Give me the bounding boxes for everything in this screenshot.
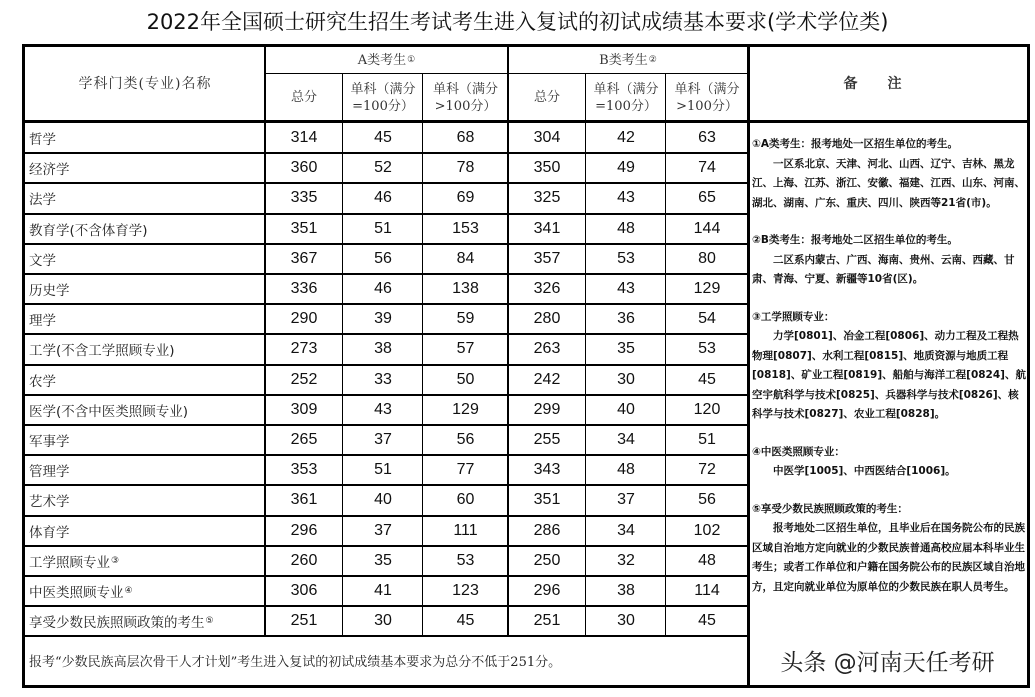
cell-a-total: 296	[290, 521, 318, 539]
cell-b-100: 34	[617, 431, 635, 449]
cell-b-100: 49	[617, 159, 635, 177]
cell-b-total: 251	[533, 612, 561, 630]
header-b-single-100-line1: 单科（满分	[593, 81, 659, 97]
divider	[747, 47, 750, 685]
cell-b-gt100: 65	[698, 189, 716, 207]
row-subject-name	[25, 425, 265, 455]
row-divider	[25, 152, 748, 154]
header-a-single-100-line1: 单科（满分	[350, 81, 416, 97]
cell-a-total: 252	[290, 370, 318, 388]
cell-a-total: 309	[290, 400, 318, 418]
row-subject-name	[25, 214, 265, 244]
cell-b-100: 48	[617, 461, 635, 479]
cell-b-100: 35	[617, 340, 635, 358]
cell-b-gt100: 45	[698, 370, 716, 388]
row-divider	[25, 454, 748, 456]
row-divider	[25, 182, 748, 184]
divider	[25, 120, 1027, 123]
header-group-b-label: B类考生	[599, 53, 648, 68]
footer-note-text: 报考“少数民族高层次骨干人才计划”考生进入复试的初试成绩基本要求为总分不低于251分。	[29, 655, 562, 670]
row-subject-name	[25, 455, 265, 485]
cell-a-gt100: 53	[456, 551, 475, 569]
cell-b-gt100: 72	[698, 461, 716, 479]
divider	[342, 74, 343, 636]
cell-a-gt100: 45	[456, 612, 475, 630]
row-subject-name	[25, 244, 265, 274]
watermark-text: 头条 @河南天任考研	[780, 650, 995, 676]
note-1-body: 一区系北京、天津、河北、山西、辽宁、吉林、黑龙江、上海、江苏、浙江、安徽、福建、江西、山东、河南、湖北、湖南、广东、重庆、四川、陕西等21省(市)。	[752, 157, 1025, 209]
row-subject-name	[25, 153, 265, 183]
row-subject-name	[25, 183, 265, 213]
cell-b-gt100: 74	[698, 159, 716, 177]
header-b-total-label: 总分	[533, 90, 560, 105]
row-divider	[25, 424, 748, 426]
header-a-single-100-line2: =100分）	[352, 98, 414, 114]
row-subject-label: 工学(不含工学照顾专业)	[29, 343, 175, 360]
divider	[422, 74, 423, 636]
note-3-head: ③工学照顾专业：	[752, 310, 835, 323]
cell-a-total: 306	[290, 582, 318, 600]
row-divider	[25, 515, 748, 517]
header-b-single-gt100-line1: 单科（满分	[674, 81, 740, 97]
cell-b-gt100: 114	[694, 582, 720, 600]
cell-a-total: 273	[290, 340, 318, 358]
cell-a-total: 290	[290, 310, 318, 328]
footnote-marker: ⑤	[205, 616, 214, 627]
header-b-single-100	[586, 74, 666, 121]
header-a-single-gt100-line2: >100分）	[434, 98, 497, 114]
cell-b-100: 30	[617, 612, 635, 630]
cell-b-100: 53	[617, 249, 635, 267]
cell-b-total: 304	[533, 129, 561, 147]
cell-a-100: 37	[374, 431, 392, 449]
row-subject-label: 理学	[29, 313, 56, 330]
page-title: 2022年全国硕士研究生招生考试考生进入复试的初试成绩基本要求(学术学位类)	[146, 10, 889, 34]
cell-a-total: 314	[290, 129, 318, 147]
cell-a-100: 45	[374, 129, 392, 147]
header-subject-name-label: 学科门类(专业)名称	[78, 75, 212, 92]
header-group-a	[265, 47, 508, 74]
divider	[25, 635, 748, 637]
note-2-head: ②B类考生：报考地处二区招生单位的考生。	[752, 234, 958, 246]
cell-b-100: 30	[617, 370, 635, 388]
row-divider	[25, 545, 748, 547]
cell-b-gt100: 48	[698, 551, 716, 569]
row-subject-name	[25, 304, 265, 334]
cell-a-gt100: 68	[456, 129, 475, 147]
note-3-body: 力学[0801]、冶金工程[0806]、动力工程及工程热物理[0807]、水利工程[0815]、地质资源与地质工程[0818]、矿业工程[0819]、船舶与海洋工程[0824]、航空宇航科学与技术[0825]、兵器科学与技术[0826]、核科学与技术[0827]、农业工程[0828]。	[752, 330, 1026, 420]
cell-b-gt100: 80	[698, 249, 716, 267]
cell-a-100: 39	[374, 310, 392, 328]
cell-b-100: 37	[617, 491, 635, 509]
row-divider	[25, 364, 748, 366]
cell-b-100: 40	[617, 400, 635, 418]
cell-a-gt100: 60	[456, 491, 475, 509]
cell-a-total: 361	[290, 491, 318, 509]
cell-b-total: 357	[533, 249, 561, 267]
row-subject-name	[25, 365, 265, 395]
row-subject-label: 中医类照顾专业	[29, 585, 124, 602]
cell-b-total: 250	[533, 551, 561, 569]
cell-b-total: 326	[533, 280, 561, 298]
cell-b-gt100: 54	[698, 310, 716, 328]
cell-b-100: 38	[617, 582, 635, 600]
cell-b-total: 343	[533, 461, 561, 479]
cell-b-100: 48	[617, 219, 635, 237]
footnote-marker: ③	[111, 555, 120, 566]
cell-b-total: 350	[533, 159, 561, 177]
divider	[585, 74, 586, 636]
row-subject-label: 体育学	[29, 524, 70, 541]
row-subject-label: 历史学	[29, 283, 70, 300]
cell-a-total: 251	[290, 612, 318, 630]
header-a-single-100	[343, 74, 423, 121]
cell-a-gt100: 138	[452, 280, 479, 298]
cell-a-total: 336	[290, 280, 318, 298]
row-divider	[25, 333, 748, 335]
row-subject-name	[25, 485, 265, 515]
cell-a-gt100: 84	[456, 249, 475, 267]
cell-a-gt100: 129	[452, 400, 479, 418]
cell-a-100: 41	[374, 582, 392, 600]
cell-a-gt100: 50	[456, 370, 475, 388]
cell-b-gt100: 51	[698, 431, 716, 449]
note-1-head: ①A类考生：报考地处一区招生单位的考生。	[752, 138, 959, 150]
header-a-total-label: 总分	[290, 90, 317, 105]
cell-b-100: 42	[617, 129, 635, 147]
row-subject-name	[25, 546, 265, 576]
cell-a-100: 37	[374, 521, 392, 539]
header-a-total	[265, 74, 343, 121]
cell-a-gt100: 77	[456, 461, 475, 479]
row-divider	[25, 394, 748, 396]
header-a-single-gt100-line1: 单科（满分	[432, 81, 498, 97]
row-subject-label: 经济学	[29, 162, 70, 179]
cell-b-total: 351	[533, 491, 561, 509]
note-4-head: ④中医类照顾专业：	[752, 445, 845, 458]
cell-b-100: 32	[617, 551, 635, 569]
cell-a-total: 367	[290, 249, 318, 267]
row-subject-label: 农学	[29, 373, 56, 390]
note-2-body: 二区系内蒙古、广西、海南、贵州、云南、西藏、甘肃、青海、宁夏、新疆等10省(区)。	[752, 253, 1015, 285]
cell-b-gt100: 53	[698, 340, 716, 358]
row-subject-label: 艺术学	[29, 494, 70, 511]
cell-a-gt100: 56	[456, 431, 475, 449]
cell-b-total: 263	[533, 340, 561, 358]
score-table	[22, 44, 1030, 688]
divider	[665, 74, 666, 636]
row-divider	[25, 605, 748, 607]
watermark	[748, 636, 1027, 685]
cell-b-gt100: 63	[698, 129, 716, 147]
footer-note	[25, 636, 748, 685]
row-divider	[25, 484, 748, 486]
header-b-single-gt100-line2: >100分）	[676, 98, 738, 114]
row-subject-name	[25, 606, 265, 636]
cell-a-100: 35	[374, 551, 392, 569]
cell-b-total: 296	[533, 582, 561, 600]
cell-a-100: 30	[374, 612, 392, 630]
cell-a-total: 260	[290, 551, 318, 569]
header-group-a-label: A类考生	[357, 53, 407, 68]
row-divider	[25, 213, 748, 215]
cell-a-total: 265	[290, 431, 318, 449]
row-subject-label: 管理学	[29, 464, 70, 481]
row-subject-name	[25, 123, 265, 153]
cell-a-100: 51	[374, 461, 392, 479]
row-subject-label: 医学(不含中医类照顾专业)	[29, 403, 189, 420]
row-divider	[25, 575, 748, 577]
cell-a-gt100: 123	[452, 582, 479, 600]
cell-a-100: 51	[374, 219, 392, 237]
row-subject-name	[25, 274, 265, 304]
row-subject-label: 军事学	[29, 434, 70, 451]
cell-a-gt100: 69	[456, 189, 475, 207]
divider	[264, 47, 266, 636]
cell-a-gt100: 153	[452, 219, 479, 237]
cell-b-100: 43	[617, 189, 635, 207]
cell-b-100: 34	[617, 521, 635, 539]
cell-b-total: 341	[533, 219, 561, 237]
header-b-single-100-line2: =100分）	[595, 98, 657, 114]
row-divider	[25, 273, 748, 275]
row-divider	[25, 303, 748, 305]
cell-b-gt100: 56	[698, 491, 716, 509]
cell-a-gt100: 111	[453, 521, 478, 539]
cell-a-total: 360	[290, 159, 318, 177]
row-subject-label: 教育学(不含体育学)	[29, 222, 148, 239]
cell-a-100: 38	[374, 340, 392, 358]
header-b-single-gt100	[666, 74, 748, 121]
row-subject-name	[25, 334, 265, 364]
row-subject-label: 哲学	[29, 132, 56, 149]
cell-b-gt100: 120	[693, 400, 721, 418]
cell-a-total: 351	[290, 219, 318, 237]
cell-b-gt100: 129	[693, 280, 721, 298]
header-notes	[748, 47, 1027, 121]
cell-b-total: 255	[533, 431, 561, 449]
cell-b-total: 299	[533, 400, 561, 418]
row-subject-name	[25, 576, 265, 606]
cell-b-total: 286	[533, 521, 561, 539]
note-5-head: ⑤享受少数民族照顾政策的考生：	[752, 502, 908, 515]
cell-a-total: 353	[290, 461, 318, 479]
header-notes-label: 备注	[843, 75, 932, 92]
cell-b-gt100: 45	[698, 612, 716, 630]
notes-panel	[752, 135, 1026, 597]
cell-a-total: 335	[290, 189, 318, 207]
cell-b-100: 36	[617, 310, 635, 328]
cell-b-total: 242	[533, 370, 561, 388]
header-a-single-gt100	[423, 74, 508, 121]
row-subject-label: 法学	[29, 192, 56, 209]
cell-a-100: 43	[374, 400, 392, 418]
cell-b-total: 325	[533, 189, 561, 207]
row-divider	[25, 243, 748, 245]
cell-a-gt100: 57	[456, 340, 475, 358]
row-subject-name	[25, 516, 265, 546]
divider	[507, 47, 509, 636]
row-subject-label: 文学	[29, 252, 56, 269]
cell-a-100: 33	[374, 370, 392, 388]
row-subject-label: 享受少数民族照顾政策的考生	[29, 615, 205, 632]
cell-b-gt100: 102	[693, 521, 721, 539]
cell-a-100: 40	[374, 491, 392, 509]
cell-a-100: 52	[374, 159, 392, 177]
footnote-marker-2: ②	[648, 55, 657, 65]
footnote-marker: ④	[124, 586, 133, 597]
header-b-total	[508, 74, 586, 121]
cell-a-100: 46	[374, 189, 392, 207]
cell-a-gt100: 59	[456, 310, 475, 328]
note-4-body: 中医学[1005]、中西医结合[1006]。	[773, 465, 956, 477]
footnote-marker-1: ①	[407, 55, 416, 65]
header-subject-name	[25, 47, 265, 121]
note-5-body: 报考地处二区招生单位，且毕业后在国务院公布的民族区域自治地方定向就业的少数民族普通高校应届本科毕业生考生；或者工作单位和户籍在国务院公布的民族区域自治地方，且定向就业单位为原单位的少数民族在职人员考生。	[752, 522, 1025, 593]
cell-b-total: 280	[533, 310, 561, 328]
header-group-b	[508, 47, 748, 74]
cell-a-100: 56	[374, 249, 392, 267]
row-subject-label: 工学照顾专业	[29, 554, 110, 571]
row-subject-name	[25, 395, 265, 425]
cell-a-100: 46	[374, 280, 392, 298]
cell-b-gt100: 144	[693, 219, 721, 237]
cell-b-100: 43	[617, 280, 635, 298]
cell-a-gt100: 78	[456, 159, 475, 177]
